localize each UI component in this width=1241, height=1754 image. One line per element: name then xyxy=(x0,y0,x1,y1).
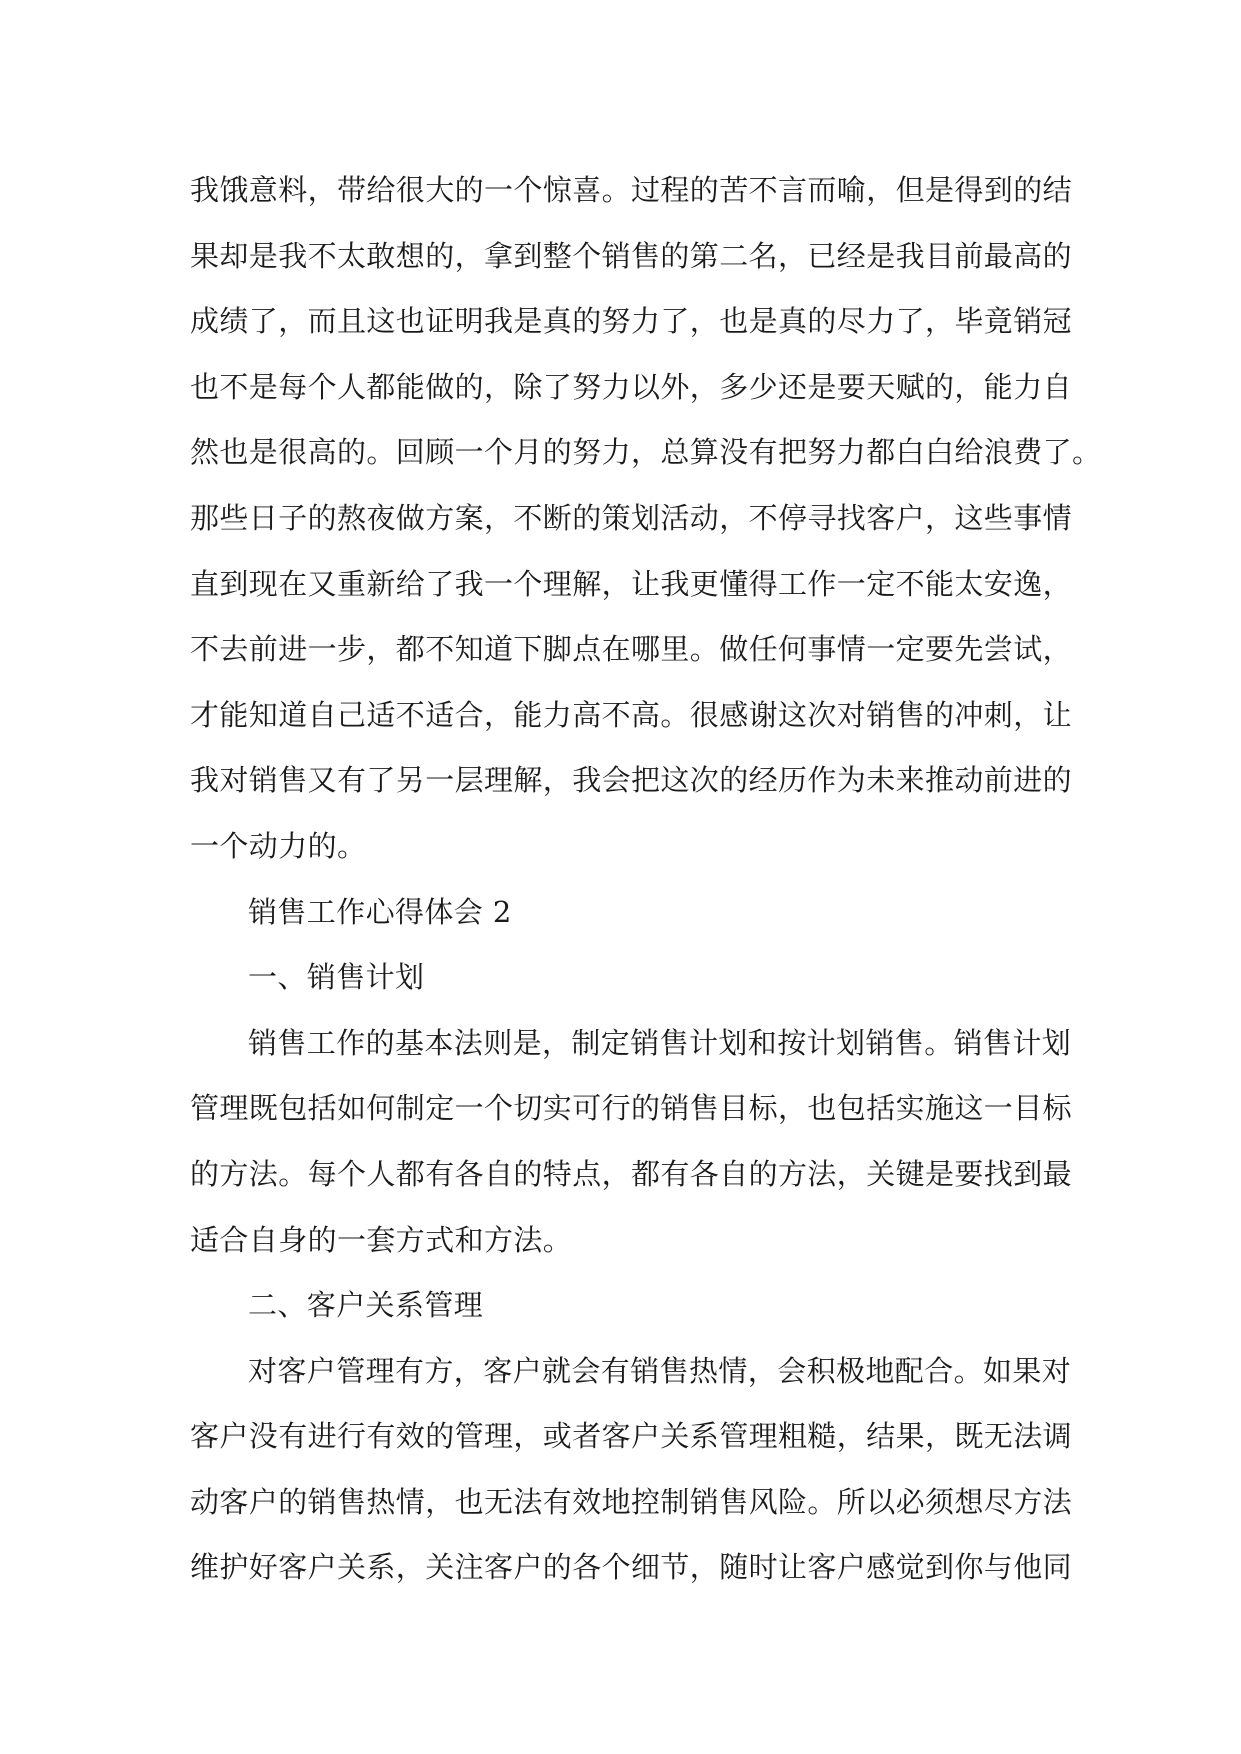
paragraph-line: 对客户管理有方，客户就会有销售热情，会积极地配合。如果对 xyxy=(248,1353,1072,1388)
paragraph-line: 我对销售又有了另一层理解，我会把这次的经历作为未来推动前进的 xyxy=(190,763,1073,798)
paragraph-line: 直到现在又重新给了我一个理解，让我更懂得工作一定不能太安逸， xyxy=(190,566,1073,601)
document-body xyxy=(190,158,1102,1601)
paragraph-line: 适合自身的一套方式和方法。 xyxy=(190,1222,573,1257)
section-title: 销售工作心得体会 2 xyxy=(248,894,512,929)
heading-customer-relations: 二、客户关系管理 xyxy=(248,1288,484,1323)
paragraph-line: 也不是每个人都能做的，除了努力以外，多少还是要天赋的，能力自 xyxy=(190,369,1073,404)
paragraph-1 xyxy=(190,158,1102,880)
paragraph-line: 管理既包括如何制定一个切实可行的销售目标，也包括实施这一目标 xyxy=(190,1091,1073,1126)
paragraph-line: 销售工作的基本法则是，制定销售计划和按计划销售。销售计划 xyxy=(248,1025,1072,1060)
heading-sales-plan: 一、销售计划 xyxy=(248,960,425,995)
paragraph-line: 我饿意料，带给很大的一个惊喜。过程的苦不言而喻，但是得到的结 xyxy=(190,173,1073,207)
paragraph-3 xyxy=(190,1339,1073,1601)
paragraph-line: 才能知道自己适不适合，能力高不高。很感谢这次对销售的冲刺，让 xyxy=(190,697,1073,732)
paragraph-line: 一个动力的。 xyxy=(190,828,367,863)
paragraph-2 xyxy=(190,1011,1073,1273)
paragraph-line: 果却是我不太敢想的，拿到整个销售的第二名，已经是我目前最高的 xyxy=(190,238,1073,273)
paragraph-line: 那些日子的熬夜做方案，不断的策划活动，不停寻找客户，这些事情 xyxy=(190,500,1073,535)
paragraph-line: 然也是很高的。回顾一个月的努力，总算没有把努力都白白给浪费了。 xyxy=(190,435,1102,470)
paragraph-line: 维护好客户关系，关注客户的各个细节，随时让客户感觉到你与他同 xyxy=(190,1550,1073,1585)
paragraph-line: 的方法。每个人都有各自的特点，都有各自的方法，关键是要找到最 xyxy=(190,1156,1073,1191)
paragraph-line: 不去前进一步，都不知道下脚点在哪里。做任何事情一定要先尝试， xyxy=(190,632,1073,667)
paragraph-line: 动客户的销售热情，也无法有效地控制销售风险。所以必须想尽方法 xyxy=(190,1484,1073,1519)
paragraph-line: 客户没有进行有效的管理，或者客户关系管理粗糙，结果，既无法调 xyxy=(190,1419,1073,1454)
paragraph-line: 成绩了，而且这也证明我是真的努力了，也是真的尽力了，毕竟销冠 xyxy=(190,304,1073,339)
